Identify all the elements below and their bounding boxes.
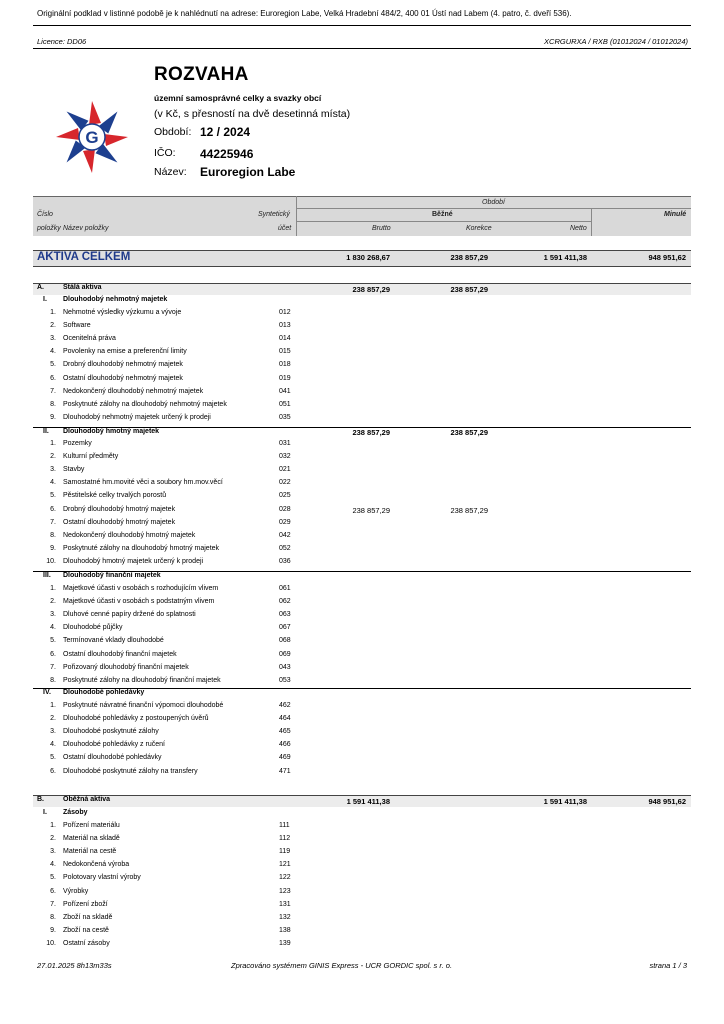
row-account: 122 [279,874,291,882]
row-number: 1. [50,585,56,592]
row-number: 2. [50,453,56,461]
subtitle-units: (v Kč, s přesností na dvě desetinná místa) [154,108,351,120]
group-number: IV. [43,689,51,696]
groupII-brutto: 238 857,29 [352,428,390,437]
aktiva-celkem-label: AKTIVA CELKEM [37,251,131,263]
row-label: Ostatní dlouhodobý finanční majetek [63,650,177,658]
col-sep-1 [296,196,297,236]
row-account: 462 [279,702,291,709]
row-account: 132 [279,913,291,921]
row-label: Ostatní dlouhodobé pohledávky [63,754,162,762]
row-account: 053 [279,676,291,684]
row-label: Materiál na cestě [63,848,117,856]
row-label: Ostatní dlouhodobý hmotný majetek [63,518,176,526]
row-label: Nedokončený dlouhodobý hmotný majetek [63,531,196,539]
row-label: Dlouhodobé pohledávky z postoupených úvěrů [63,715,209,723]
row-account: 139 [279,939,291,947]
aktiva-netto: 1 591 411,38 [543,253,587,262]
row-label: Nedokončený dlouhodobý nehmotný majetek [63,387,204,395]
gordic-logo-icon [52,97,132,177]
row-account: 018 [279,361,291,369]
row-account: 061 [279,585,291,592]
sectionA-brutto: 238 857,29 [352,285,390,294]
table-header-top-rule [33,196,691,197]
row-account: 013 [279,322,291,330]
period-value: 12 / 2024 [200,125,251,139]
row-number: 7. [50,900,56,908]
row-label: Výrobky [63,887,89,895]
name-label: Název: [154,166,187,178]
row-account: 021 [279,466,291,474]
row-label: Pořízení materiálu [63,822,120,829]
period-rule [296,208,691,209]
row-account: 043 [279,663,291,671]
row-number: 7. [50,518,56,526]
th-bezne: Běžné [432,211,453,218]
row-number: 5. [50,754,56,762]
row-number: 3. [50,611,56,619]
ico-value: 44225946 [200,147,254,161]
row-account: 067 [279,624,291,632]
col-sep-2 [591,208,592,236]
row-label: Poskytnuté návratné finanční výpomoci dlouhodobé [63,702,224,709]
row-account: 052 [279,544,291,552]
row-label: Stavby [63,466,85,474]
row-number: 4. [50,741,56,749]
row-account: 035 [279,413,291,421]
row-number: 4. [50,479,56,487]
top-note: Originální podklad v listinné podobě je k nahlédnutí na adrese: Euroregion Labe, Velká Hradební 484/2, 400 01 Ústí nad Labem (4. patro, č. dveří 536). [37,9,572,18]
row-number: 8. [50,913,56,921]
row-number: 5. [50,874,56,882]
th-polozky: položky [37,225,61,232]
row-label: Nedokončená výroba [63,861,130,869]
row-account: 466 [279,741,291,749]
row-number: 8. [50,400,56,408]
row-account: 121 [279,861,291,869]
row-label: Ocenitelná práva [63,335,116,343]
ico-label: IČO: [154,147,176,159]
row-number: 7. [50,387,56,395]
row-account: 032 [279,453,291,461]
row-label: Ostatní dlouhodobý nehmotný majetek [63,374,183,382]
row-account: 041 [279,387,291,395]
sectionB-netto: 1 591 411,38 [543,797,587,806]
row-number: 5. [50,361,56,369]
row-number: 4. [50,861,56,869]
group-number: II. [43,428,49,435]
page-title: ROZVAHA [154,64,249,85]
row-account: 112 [279,835,291,843]
row-number: 3. [50,335,56,343]
section-letter: B. [37,796,44,803]
row-account: 062 [279,598,291,606]
row-number: 9. [50,544,56,552]
row-number: 6. [50,887,56,895]
group-number: I. [43,296,47,303]
row-number: 2. [50,598,56,606]
row-account: 069 [279,650,291,658]
row-label: Pořizovaný dlouhodobý finanční majetek [63,663,189,671]
th-synteticky: Syntetický [258,211,290,218]
subtitle-bold: územní samosprávné celky a svazky obcí [154,93,322,103]
row-label: Drobný dlouhodobý nehmotný majetek [63,361,183,369]
group-number: III. [43,572,51,579]
period-label: Období: [154,126,192,138]
row-account: 119 [279,848,291,856]
top-rule [33,25,691,26]
row-account: 019 [279,374,291,382]
row-label: Dlouhodobé poskytnuté zálohy na transfery [63,767,198,775]
row-label: Kulturní předměty [63,453,119,461]
row-label: Majetkové účasti v osobách s podstatným vlivem [63,598,215,606]
row-account: 131 [279,900,291,908]
row-number: 7. [50,663,56,671]
aktiva-korekce: 238 857,29 [450,253,488,262]
row-number: 3. [50,466,56,474]
row-korekce: 238 857,29 [450,505,488,515]
header-rule [33,48,691,49]
bezne-rule [296,221,591,222]
row-label: Materiál na skladě [63,835,120,843]
row-number: 2. [50,835,56,843]
row-account: 068 [279,637,291,645]
row-label: Dlouhodobý nehmotný majetek určený k prodeji [63,413,211,421]
row-account: 138 [279,926,291,934]
group-label: Dlouhodobý nehmotný majetek [63,296,168,303]
row-number: 1. [50,440,56,447]
row-label: Dlouhodobé pohledávky z ručení [63,741,165,749]
footer-timestamp: 27.01.2025 8h13m33s [37,961,112,970]
aktiva-minule: 948 951,62 [648,253,686,262]
footer-page: strana 1 / 3 [649,961,687,970]
row-account: 123 [279,887,291,895]
row-label: Samostatné hm.movité věci a soubory hm.mov.věcí [63,479,223,487]
row-account: 063 [279,611,291,619]
row-account: 469 [279,754,291,762]
row-number: 4. [50,624,56,632]
th-obdobi: Období [482,199,505,206]
group-label: Dlouhodobé pohledávky [63,689,145,696]
row-account: 012 [279,309,291,316]
row-brutto: 238 857,29 [352,505,390,515]
row-number: 6. [50,767,56,775]
footer-processed: Zpracováno systémem GINIS Express - UCR GORDIC spol. s r. o. [231,961,453,970]
section-letter: A. [37,284,44,291]
row-label: Poskytnuté zálohy na dlouhodobý hmotný majetek [63,544,220,552]
row-label: Majetkové účasti v osobách s rozhodujícím vlivem [63,585,219,592]
group-label: Zásoby [63,809,88,816]
row-number: 10. [46,939,56,947]
row-label: Poskytnuté zálohy na dlouhodobý finanční majetek [63,676,221,684]
row-number: 2. [50,715,56,723]
row-label: Nehmotné výsledky výzkumu a vývoje [63,309,182,316]
th-cislo: Číslo [37,211,53,218]
row-label: Ostatní zásoby [63,939,110,947]
group-label: Dlouhodobý finanční majetek [63,572,161,579]
group-label: Dlouhodobý hmotný majetek [63,428,160,435]
row-number: 9. [50,926,56,934]
row-number: 1. [50,702,56,709]
row-label: Dlouhodobé půjčky [63,624,123,632]
row-number: 3. [50,728,56,736]
row-account: 042 [279,531,291,539]
row-account: 028 [279,505,291,513]
row-account: 025 [279,492,291,500]
row-label: Software [63,322,91,330]
th-korekce: Korekce [466,225,492,232]
th-brutto: Brutto [372,225,391,232]
row-account: 014 [279,335,291,343]
group-number: I. [43,809,47,816]
row-account: 029 [279,518,291,526]
row-label: Pořízení zboží [63,900,108,908]
licence: Licence: DD06 [37,37,87,46]
svg-text:G: G [85,128,99,147]
row-label: Termínované vklady dlouhodobé [63,637,164,645]
sectionA-korekce: 238 857,29 [450,285,488,294]
row-number: 4. [50,348,56,356]
th-ucet: účet [278,225,292,232]
row-account: 111 [279,822,290,829]
report-code: XCRGURXA / RXB (01012024 / 01012024) [544,37,688,46]
row-number: 9. [50,413,56,421]
row-number: 2. [50,322,56,330]
row-number: 1. [50,309,56,316]
row-account: 036 [279,557,291,565]
row-label: Poskytnuté zálohy na dlouhodobý nehmotný majetek [63,400,227,408]
groupII-korekce: 238 857,29 [450,428,488,437]
row-number: 10. [46,557,56,565]
row-label: Povolenky na emise a preferenční limity [63,348,187,356]
row-label: Dlouhodobé poskytnuté zálohy [63,728,159,736]
row-number: 6. [50,505,56,513]
row-number: 1. [50,822,56,829]
row-number: 5. [50,637,56,645]
row-account: 465 [279,728,291,736]
row-number: 8. [50,531,56,539]
row-label: Pozemky [63,440,92,447]
section-label: Oběžná aktiva [63,796,111,803]
row-number: 8. [50,676,56,684]
row-number: 6. [50,650,56,658]
row-number: 3. [50,848,56,856]
sectionB-minule: 948 951,62 [648,797,686,806]
section-label: Stálá aktiva [63,284,102,291]
row-label: Polotovary vlastní výroby [63,874,141,882]
row-label: Zboží na skladě [63,913,113,921]
name-value: Euroregion Labe [200,165,296,179]
row-account: 051 [279,400,291,408]
row-account: 464 [279,715,291,723]
row-number: 5. [50,492,56,500]
th-nazev: Název položky [63,225,109,232]
row-label: Drobný dlouhodobý hmotný majetek [63,505,176,513]
aktiva-brutto: 1 830 268,67 [346,253,390,262]
th-minule: Minulé [664,211,687,218]
row-account: 471 [279,767,291,775]
row-label: Dluhové cenné papíry držené do splatnosti [63,611,196,619]
row-label: Pěstitelské celky trvalých porostů [63,492,167,500]
row-label: Zboží na cestě [63,926,109,934]
table-header-bg [33,196,691,236]
row-number: 6. [50,374,56,382]
row-account: 031 [279,440,291,447]
row-account: 015 [279,348,291,356]
th-netto: Netto [570,225,587,232]
row-account: 022 [279,479,291,487]
row-label: Dlouhodobý hmotný majetek určený k prodeji [63,557,204,565]
sectionB-brutto: 1 591 411,38 [346,797,390,806]
